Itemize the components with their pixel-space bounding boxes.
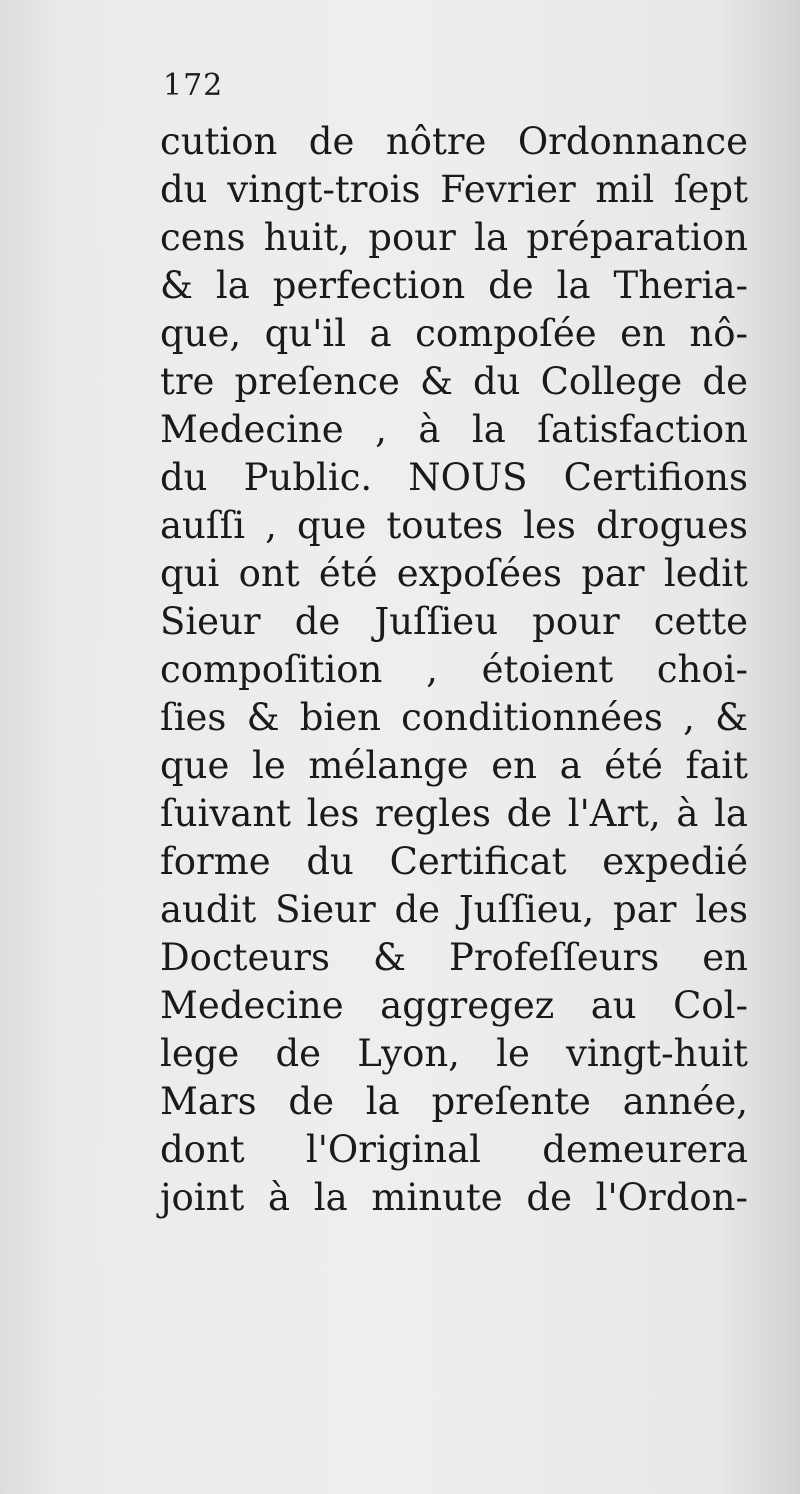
page-number: 172: [163, 68, 224, 103]
text-line: compoſition , étoient choi-: [160, 648, 748, 691]
text-line: Medecine aggregez au Col-: [160, 984, 748, 1027]
text-line: & la perfection de la Theria-: [160, 264, 748, 307]
text-line: cution de nôtre Ordonnance: [160, 120, 748, 163]
text-line: lege de Lyon, le vingt-huit: [160, 1032, 748, 1075]
page-text: [160, 118, 748, 1222]
text-line: cens huit, pour la préparation: [160, 216, 748, 259]
text-line: qui ont été expoſées par ledit: [160, 552, 748, 595]
text-line: forme du Certificat expedié: [160, 840, 748, 883]
text-line: Docteurs & Profeſſeurs en: [160, 936, 748, 979]
text-line: Mars de la preſente année,: [160, 1080, 748, 1123]
text-line: que le mélange en a été fait: [160, 744, 748, 787]
text-line: ſuivant les regles de l'Art, à la: [160, 792, 748, 835]
text-line: tre preſence & du College de: [160, 360, 748, 403]
text-line: Medecine , à la ſatisfaction: [160, 408, 748, 451]
text-line: audit Sieur de Juſſieu, par les: [160, 888, 748, 931]
text-line: auſſi , que toutes les drogues: [160, 504, 748, 547]
text-line: du Public. NOUS Certifions: [160, 456, 748, 499]
text-line: ſies & bien conditionnées , &: [160, 696, 748, 739]
text-line: dont l'Original demeurera: [160, 1128, 748, 1171]
text-line: joint à la minute de l'Ordon-: [160, 1176, 748, 1219]
text-line: du vingt-trois Fevrier mil ſept: [160, 168, 748, 211]
text-line: Sieur de Juſſieu pour cette: [160, 600, 748, 643]
text-line: que, qu'il a compoſée en nô-: [160, 312, 748, 355]
